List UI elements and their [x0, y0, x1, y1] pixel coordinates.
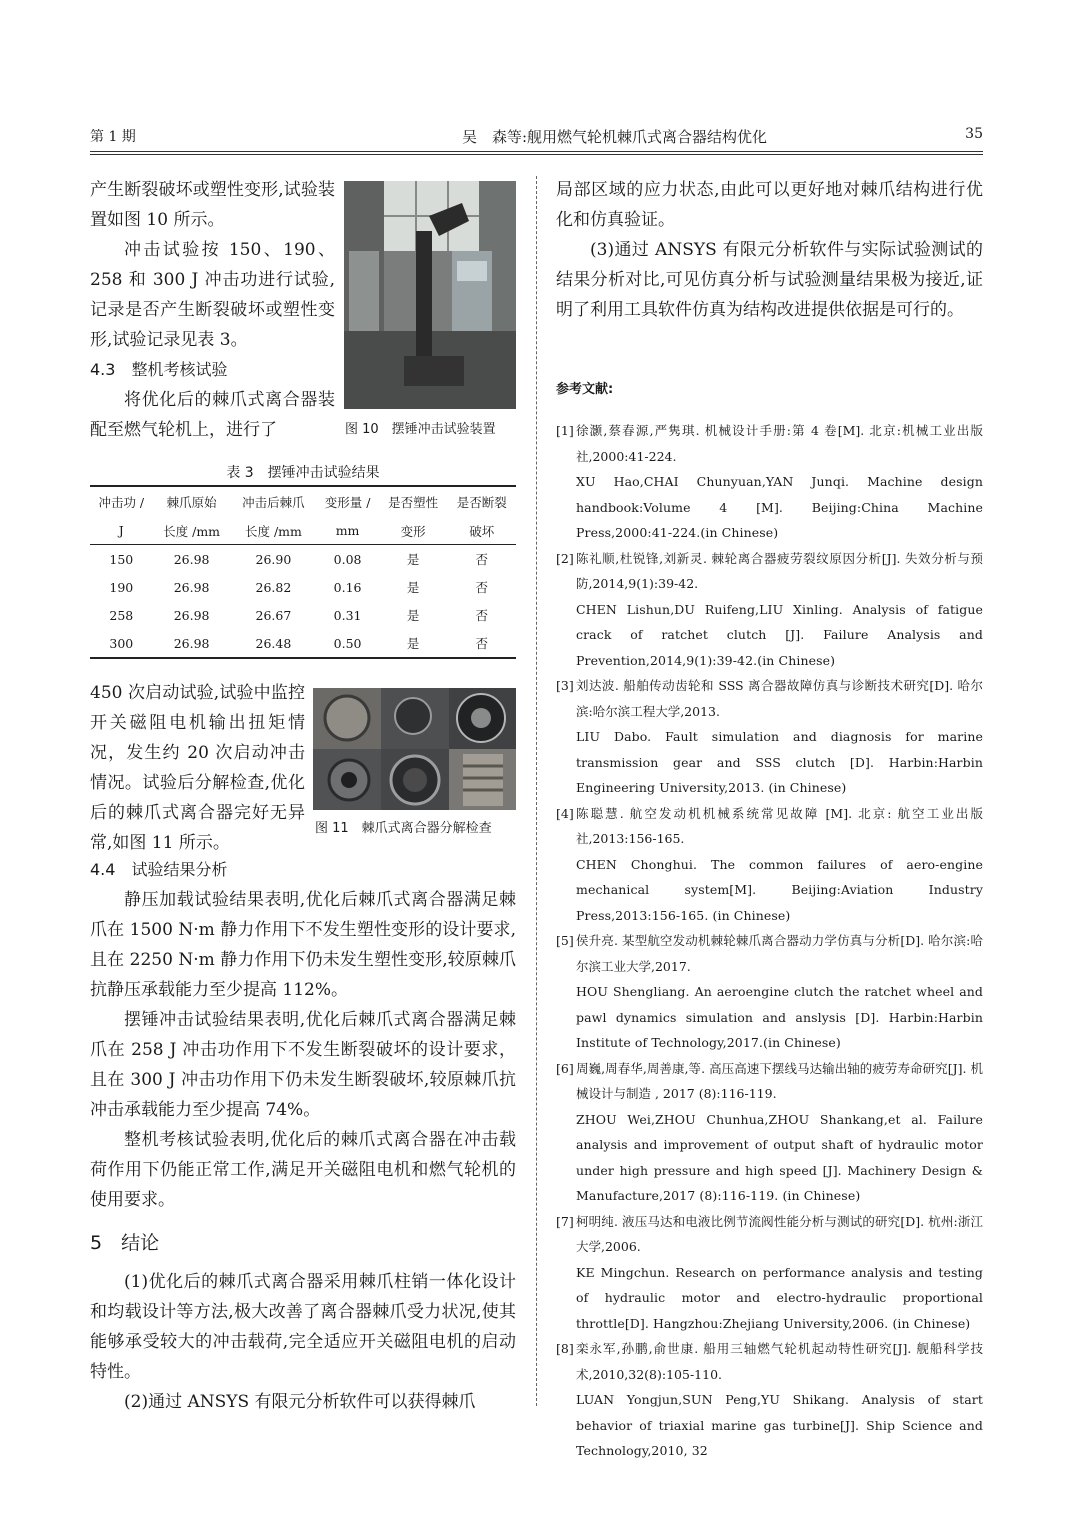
- reference-item: [556, 1209, 983, 1337]
- paragraph: 冲击试验按 150、190、258 和 300 J 冲击功进行试验,记录是否产生断裂破坏或塑性变形,试验记录见表 3。: [90, 240, 335, 350]
- reference-zh: 栾永军,孙鹏,俞世康. 船用三轴燃气轮机起动特性研究[J]. 舰船科学技术,2010,32(8):105-110.: [576, 1341, 983, 1382]
- table-row: [90, 545, 516, 574]
- references-list: [556, 418, 983, 1464]
- table-header-cell: 长度 /mm: [153, 517, 231, 545]
- reference-en: LUAN Yongjun,SUN Peng,YU Shikang. Analysis of start behavior of triaxial marine gas turbine[J]. Ship Science and Technology,2010, 32: [576, 1392, 983, 1458]
- reference-zh: 侯升亮. 某型航空发动机棘轮棘爪离合器动力学仿真与分析[D]. 哈尔滨:哈尔滨工业大学,2017.: [576, 933, 983, 974]
- table-row: [90, 601, 516, 629]
- paragraph: (3)通过 ANSYS 有限元分析软件与实际试验测试的结果分析对比,可见仿真分析与试验测量结果极为接近,证明了利用工具软件仿真为结构改进提供依据是可行的。: [556, 240, 983, 320]
- table-cell: 150: [109, 551, 134, 567]
- paragraph: 整机考核试验表明,优化后的棘爪式离合器在冲击载荷作用下仍能正常工作,满足开关磁阻电机和燃气轮机的使用要求。: [90, 1130, 516, 1210]
- section-heading-5: 5 结论: [90, 1232, 160, 1254]
- header-rule-2: [90, 154, 983, 155]
- paragraph: 局部区域的应力状态,由此可以更好地对棘爪结构进行优化和仿真验证。: [556, 180, 983, 230]
- reference-number: [1]: [556, 423, 574, 438]
- reference-zh: 周巍,周春华,周善康,等. 高压高速下摆线马达输出轴的疲劳寿命研究[J]. 机械设计与制造 , 2017 (8):116-119.: [576, 1060, 983, 1101]
- table-cell: 258: [109, 607, 134, 623]
- paragraph: 静压加载试验结果表明,优化后棘爪式离合器满足棘爪在 1500 N·m 静力作用下不发生塑性变形的设计要求,且在 2250 N·m 静力作用下仍未发生塑性变形,较原棘爪抗静压承载能力至少提高 112%。: [90, 890, 516, 1000]
- issue-number: 第 1 期: [90, 129, 136, 145]
- reference-en: ZHOU Wei,ZHOU Chunhua,ZHOU Shankang,et al. Failure analysis and improvement of output shaft of hydraulic motor under high pressure and high speed [J]. Machinery Design & Manufacture,2017 (8):116-119. (in Chinese): [576, 1111, 983, 1203]
- reference-number: [8]: [556, 1341, 574, 1356]
- reference-en: XU Hao,CHAI Chunyuan,YAN Junqi. Machine design handbook:Volume 4 [M]. Beijing:China Machine Press,2000:41-224.(in Chinese): [576, 474, 983, 540]
- paragraph: (2)通过 ANSYS 有限元分析软件可以获得棘爪: [124, 1392, 476, 1412]
- table-cell: 26.48: [231, 629, 317, 658]
- clutch-disassembly-image: [313, 688, 516, 810]
- reference-zh: 刘达波. 船舶传动齿轮和 SSS 离合器故障仿真与诊断技术研究[D]. 哈尔滨:哈尔滨工程大学,2013.: [576, 678, 983, 719]
- table-cell: 0.50: [316, 629, 379, 658]
- reference-item: [556, 673, 983, 801]
- figure-11-caption: 图 11 棘爪式离合器分解检查: [315, 821, 492, 836]
- table-header-cell: 冲击后棘爪: [231, 486, 317, 517]
- reference-number: [2]: [556, 550, 574, 566]
- table-cell: 26.90: [255, 551, 292, 567]
- table-header-row: [90, 486, 516, 517]
- paragraph: 产生断裂破坏或塑性变形,试验装置如图 10 所示。: [90, 180, 335, 230]
- table-cell: 190: [109, 579, 134, 595]
- table-cell: 否: [447, 629, 516, 658]
- running-header: [90, 126, 983, 150]
- reference-zh: 徐灏,蔡春源,严隽琪. 机械设计手册:第 4 卷[M]. 北京:机械工业出版社,2000:41-224.: [576, 423, 983, 464]
- reference-item: [556, 1336, 983, 1464]
- table-cell: 26.82: [255, 579, 292, 595]
- table-header-cell: 破坏: [447, 517, 516, 545]
- paragraph: 摆锤冲击试验结果表明,优化后棘爪式离合器满足棘爪在 258 J 冲击功作用下不发生断裂破坏的设计要求，且在 300 J 冲击功作用下仍未发生断裂破坏,较原棘爪抗冲击承载能力至少提高 74%。: [90, 1010, 516, 1120]
- table-header-cell: 冲击功 /: [90, 486, 153, 517]
- reference-zh: 陈礼顺,杜锐锋,刘新灵. 棘轮离合器疲劳裂纹原因分析[J]. 失效分析与预防,2014,9(1):39-42.: [576, 550, 983, 591]
- table-header-cell: 是否断裂: [447, 486, 516, 517]
- reference-zh: 柯明纯. 液压马达和电液比例节流阀性能分析与测试的研究[D]. 杭州:浙江大学,2006.: [576, 1213, 983, 1254]
- reference-item: [556, 928, 983, 1056]
- table-cell: 26.98: [173, 579, 210, 595]
- table-cell: 26.98: [173, 607, 210, 623]
- table-cell: 否: [475, 552, 488, 567]
- table-cell: 是: [379, 629, 448, 658]
- reference-item: [556, 1056, 983, 1209]
- table-cell: 否: [475, 580, 488, 595]
- reference-number: [6]: [556, 1060, 574, 1076]
- paragraph: 450 次启动试验,试验中监控开关磁阻电机输出扭矩情况，发生约 20 次启动冲击情况。试验后分解检查,优化后的棘爪式离合器完好无异常,如图 11 所示。: [90, 683, 305, 853]
- left-mid-text: [90, 678, 305, 858]
- table-header-cell: 是否塑性: [379, 486, 448, 517]
- reference-number: [3]: [556, 678, 574, 693]
- table-header-cell: 棘爪原始: [153, 486, 231, 517]
- table-header-cell: 长度 /mm: [231, 517, 317, 545]
- table-header-row: [90, 517, 516, 545]
- figure-11-photo: [313, 688, 516, 810]
- table-header-cell: 变形: [379, 517, 448, 545]
- reference-item: [556, 801, 983, 929]
- table-3: [90, 485, 516, 659]
- table-cell: 26.98: [153, 629, 231, 658]
- left-top-text: [90, 175, 335, 445]
- reference-item: [556, 418, 983, 546]
- references-title: 参考文献:: [556, 382, 614, 397]
- table-cell: 0.08: [333, 551, 362, 567]
- reference-zh: 陈聪慧. 航空发动机机械系统常见故障 [M]. 北京: 航空工业出版社,2013:156-165.: [576, 805, 983, 846]
- figure-10-photo: [344, 181, 516, 409]
- section-heading-4-4: 4.4 试验结果分析: [90, 860, 228, 879]
- table-cell: 0.31: [333, 607, 362, 623]
- reference-item: [556, 546, 983, 674]
- reference-number: [5]: [556, 933, 574, 948]
- table-cell: 300: [90, 629, 153, 658]
- table-row: [90, 573, 516, 601]
- section-heading-4-3: 4.3 整机考核试验: [90, 360, 228, 379]
- column-divider: [536, 176, 537, 1406]
- table-cell: 26.98: [173, 551, 210, 567]
- running-title: 吴 森等:舰用燃气轮机棘爪式离合器结构优化: [462, 128, 768, 146]
- paragraph: 将优化后的棘爪式离合器装配至燃气轮机上，进行了: [90, 390, 335, 440]
- table-header-cell: mm: [316, 517, 379, 545]
- table-header-cell: 变形量 /: [316, 486, 379, 517]
- table-cell: 否: [475, 608, 488, 623]
- table-cell: 26.67: [255, 607, 292, 623]
- reference-en: CHEN Lishun,DU Ruifeng,LIU Xinling. Analysis of fatigue crack of ratchet clutch [J]. Failure Analysis and Prevention,2014,9(1):39-42.(in Chinese): [576, 601, 983, 668]
- right-top-text: [556, 175, 983, 325]
- reference-en: LIU Dabo. Fault simulation and diagnosis for marine transmission gear and SSS clutch [D]. Harbin:Harbin Engineering University,2013. (in Chinese): [576, 729, 983, 795]
- header-rule: [90, 151, 983, 152]
- table-cell: 0.16: [333, 579, 362, 595]
- reference-en: KE Mingchun. Research on performance analysis and testing of hydraulic motor and electro-hydraulic proportional throttle[D]. Hangzhou:Zhejiang University,2006. (in Chinese): [576, 1264, 983, 1331]
- left-bottom-text: [90, 855, 516, 1417]
- page-number: 35: [965, 126, 983, 142]
- reference-en: HOU Shengliang. An aeroengine clutch the ratchet wheel and pawl dynamics simulation and anslysis [D]. Harbin:Harbin Institute of Technology,2017.(in Chinese): [576, 984, 983, 1050]
- table-header-cell: J: [90, 517, 153, 545]
- reference-number: [4]: [556, 805, 574, 821]
- pendulum-impact-tester-image: [344, 181, 516, 409]
- reference-en: CHEN Chonghui. The common failures of aero-engine mechanical system[M]. Beijing:Aviation Industry Press,2013:156-165. (in Chinese): [576, 856, 983, 923]
- table-cell: 是: [406, 580, 420, 595]
- table-3-title: 表 3 摆锤冲击试验结果: [226, 465, 380, 481]
- table-cell: 是: [406, 608, 420, 623]
- paragraph: (1)优化后的棘爪式离合器采用棘爪柱销一体化设计和均载设计等方法,极大改善了离合器棘爪受力状况,使其能够承受较大的冲击载荷,完全适应开关磁阻电机的启动特性。: [90, 1272, 516, 1382]
- reference-number: [7]: [556, 1213, 574, 1229]
- figure-10-caption: 图 10 摆锤冲击试验装置: [345, 422, 496, 437]
- table-cell: 是: [406, 552, 420, 567]
- table-row: [90, 629, 516, 658]
